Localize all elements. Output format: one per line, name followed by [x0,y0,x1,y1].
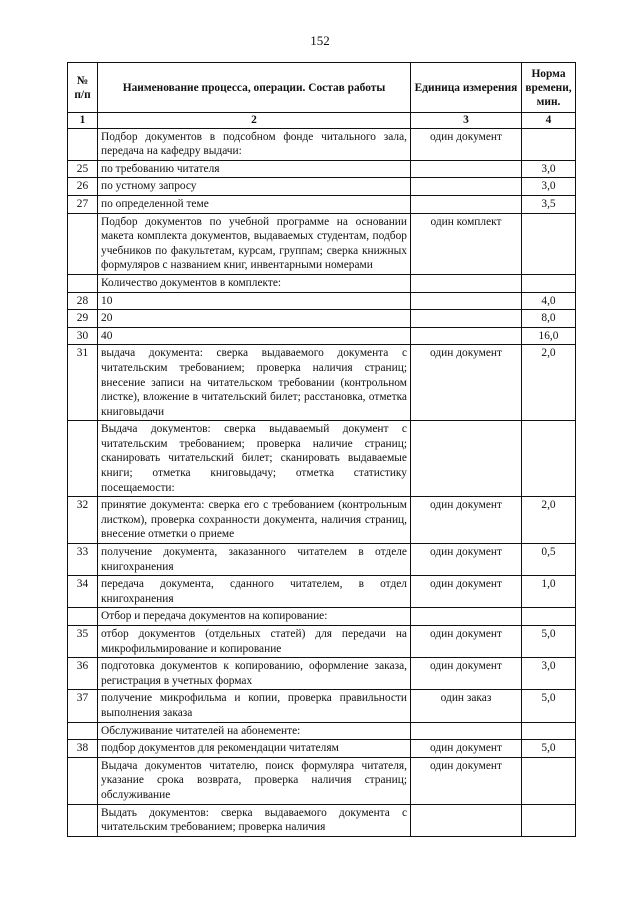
row-process-name: по требованию читателя [98,160,411,178]
row-number [68,421,98,497]
row-time-norm [522,421,576,497]
row-time-norm: 5,0 [522,626,576,658]
row-number: 27 [68,195,98,213]
row-time-norm: 3,5 [522,195,576,213]
header-process-name: Наименование процесса, операции. Состав работы [98,63,411,113]
row-number [68,213,98,274]
row-time-norm [522,608,576,626]
row-time-norm [522,274,576,292]
row-time-norm [522,128,576,160]
row-process-name: Выдача документов: сверка выдаваемый документ с читательским требованием; проверка наличие страниц; сканировать читательский билет; сканировать выдаваемые книги; отметка книговыдачу; отметка статистику посещаемости: [98,421,411,497]
row-number: 30 [68,327,98,345]
row-time-norm: 1,0 [522,576,576,608]
row-number: 32 [68,497,98,544]
table-row [68,178,576,196]
row-time-norm: 4,0 [522,292,576,310]
table-row [68,544,576,576]
row-time-norm [522,722,576,740]
table-row [68,626,576,658]
row-process-name: Выдача документов читателю, поиск формуляра читателя, указание срока возврата, проверка наличия страниц; обслуживание [98,757,411,804]
time-norms-table [67,62,576,837]
row-time-norm: 8,0 [522,310,576,328]
table-row [68,658,576,690]
row-process-name: подготовка документов к копированию, оформление заказа, регистрация в учетных формах [98,658,411,690]
row-time-norm: 3,0 [522,658,576,690]
row-process-name: Обслуживание читателей на абонементе: [98,722,411,740]
row-process-name: Подбор документов в подсобном фонде читального зала, передача на кафедру выдачи: [98,128,411,160]
table-row [68,160,576,178]
table-row [68,497,576,544]
row-time-norm [522,804,576,836]
table-row [68,690,576,722]
header-unit: Единица измерения [411,63,522,113]
row-time-norm: 5,0 [522,690,576,722]
row-number: 34 [68,576,98,608]
row-process-name: выдача документа: сверка выдаваемого документа с читательским требованием; проверка наличия страниц; внесение записи на читательском требовании (контрольном листке), вложение в читательский билет; расстановка, отметка книговыдачи [98,345,411,421]
row-time-norm: 16,0 [522,327,576,345]
table-row [68,195,576,213]
row-process-name: 10 [98,292,411,310]
row-number: 38 [68,740,98,758]
row-process-name: Выдать документов: сверка выдаваемого документа с читательским требованием; проверка наличия [98,804,411,836]
table-row [68,740,576,758]
row-unit: один документ [411,345,522,421]
row-time-norm: 0,5 [522,544,576,576]
row-process-name: 40 [98,327,411,345]
row-unit [411,421,522,497]
row-number: 26 [68,178,98,196]
row-number [68,274,98,292]
column-number: 4 [522,113,576,129]
row-unit [411,608,522,626]
row-process-name: принятие документа: сверка его с требованием (контрольным листком), проверка сохранности документа, наличия страниц, внесение отметки о приеме [98,497,411,544]
row-unit: один заказ [411,690,522,722]
row-unit [411,195,522,213]
header-time-norm: Норма времени, мин. [522,63,576,113]
column-number: 3 [411,113,522,129]
row-unit: один документ [411,544,522,576]
row-unit [411,178,522,196]
row-time-norm: 3,0 [522,178,576,196]
row-number: 28 [68,292,98,310]
column-numbers-row [68,113,576,129]
row-unit [411,722,522,740]
table-row [68,128,576,160]
table-header-row [68,63,576,113]
row-time-norm: 5,0 [522,740,576,758]
row-number: 37 [68,690,98,722]
table-row [68,213,576,274]
table-row [68,757,576,804]
table-row [68,274,576,292]
table-row [68,421,576,497]
row-unit [411,327,522,345]
row-process-name: Отбор и передача документов на копирование: [98,608,411,626]
table-row [68,722,576,740]
table-row [68,310,576,328]
row-number: 29 [68,310,98,328]
row-process-name: получение микрофильма и копии, проверка правильности выполнения заказа [98,690,411,722]
row-time-norm [522,757,576,804]
row-unit: один документ [411,497,522,544]
row-unit [411,292,522,310]
row-process-name: по устному запросу [98,178,411,196]
row-unit: один документ [411,128,522,160]
row-process-name: получение документа, заказанного читателем в отделе книгохранения [98,544,411,576]
row-number [68,757,98,804]
row-time-norm: 3,0 [522,160,576,178]
row-time-norm: 2,0 [522,345,576,421]
row-unit: один документ [411,740,522,758]
row-process-name: по определенной теме [98,195,411,213]
header-number: № п/п [68,63,98,113]
row-time-norm [522,213,576,274]
table-row [68,608,576,626]
table-body [68,128,576,836]
column-number: 1 [68,113,98,129]
table-row [68,804,576,836]
row-number: 31 [68,345,98,421]
column-number: 2 [98,113,411,129]
row-number [68,722,98,740]
row-number: 33 [68,544,98,576]
page-number: 152 [310,33,330,48]
row-process-name: передача документа, сданного читателем, в отдел книгохранения [98,576,411,608]
row-unit [411,160,522,178]
row-number [68,804,98,836]
table-row [68,576,576,608]
row-number [68,128,98,160]
table-row [68,345,576,421]
row-unit: один документ [411,576,522,608]
row-unit: один комплект [411,213,522,274]
row-unit [411,274,522,292]
row-number: 36 [68,658,98,690]
table-row [68,327,576,345]
row-number [68,608,98,626]
row-unit: один документ [411,757,522,804]
row-unit [411,804,522,836]
row-process-name: отбор документов (отдельных статей) для передачи на микрофильмирование и копирование [98,626,411,658]
row-process-name: Количество документов в комплекте: [98,274,411,292]
row-unit [411,310,522,328]
row-unit: один документ [411,626,522,658]
row-process-name: 20 [98,310,411,328]
row-process-name: подбор документов для рекомендации читателям [98,740,411,758]
row-number: 25 [68,160,98,178]
row-process-name: Подбор документов по учебной программе на основании макета комплекта документов, выдаваемых студентам, подбор учебников по факультетам, курсам, группам; сверка книжных формуляров с названием книг, инвентарными номерами [98,213,411,274]
table-row [68,292,576,310]
row-time-norm: 2,0 [522,497,576,544]
row-number: 35 [68,626,98,658]
row-unit: один документ [411,658,522,690]
